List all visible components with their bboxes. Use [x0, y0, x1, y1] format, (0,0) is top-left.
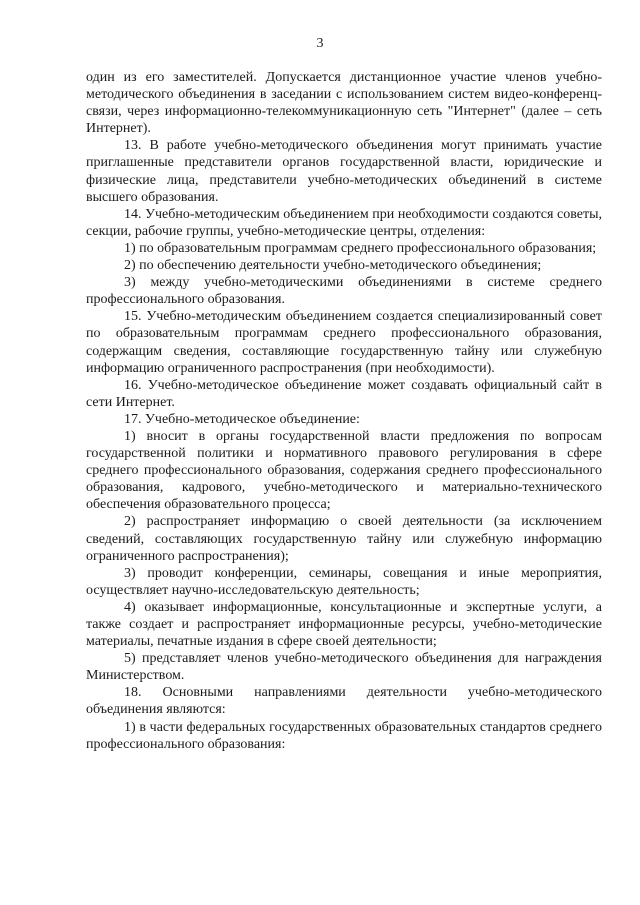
- page-number: 3: [316, 36, 324, 51]
- paragraph-subitem-18-1: 1) в части федеральных государственных образовательных стандартов среднего профессионального образования:: [86, 719, 602, 752]
- paragraph-subitem-14-2: 2) по обеспечению деятельности учебно-методического объединения;: [124, 258, 542, 274]
- paragraph-subitem-14-1: 1) по образовательным программам среднего профессионального образования;: [124, 240, 597, 256]
- paragraph-subitem-17-3: 3) проводит конференции, семинары, совещания и иные мероприятия, осуществляет научно-исследовательскую деятельность;: [86, 565, 602, 598]
- document-body: [86, 69, 602, 753]
- paragraph-continuation: один из его заместителей. Допускается дистанционное участие членов учебно-методического объединения в заседании с использованием систем видео-конференц-связи, через информационно-телекоммуникационную сеть "Интернет" (далее – сеть Интернет).: [86, 70, 602, 137]
- paragraph-item-14: 14. Учебно-методическим объединением при необходимости создаются советы, секции, рабочие группы, учебно-методические центры, отделения:: [86, 206, 602, 239]
- paragraph-subitem-14-3: 3) между учебно-методическими объединениями в системе среднего профессионального образования.: [86, 275, 602, 308]
- paragraph-subitem-17-4: 4) оказывает информационные, консультационные и экспертные услуги, а также создает и распространяет информационные ресурсы, учебно-методические материалы, печатные издания в сфере своей деятельности;: [86, 599, 602, 650]
- paragraph-item-18: 18. Основными направлениями деятельности учебно-методического объединения являются:: [86, 685, 602, 718]
- paragraph-item-16: 16. Учебно-методическое объединение может создавать официальный сайт в сети Интернет.: [86, 377, 602, 410]
- paragraph-subitem-17-5: 5) представляет членов учебно-методического объединения для награждения Министерством.: [86, 651, 602, 684]
- paragraph-item-13: 13. В работе учебно-методического объединения могут принимать участие приглашенные представители органов государственной власти, юридические и физические лица, представители учебно-методических объединений в системе высшего образования.: [86, 138, 602, 205]
- paragraph-item-15: 15. Учебно-методическим объединением создается специализированный совет по образовательным программам среднего профессионального образования, содержащим сведения, составляющие государственную тайну или служебную информацию ограниченного распространения (при необходимости).: [86, 309, 602, 376]
- paragraph-subitem-17-1: 1) вносит в органы государственной власти предложения по вопросам государственной политики и нормативного правового регулирования в сфере среднего профессионального образования, содержания среднего профессионального образования, кадрового, учебно-методического и материально-технического обеспечения образовательного процесса;: [86, 428, 602, 513]
- paragraph-item-17: 17. Учебно-методическое объединение:: [124, 411, 360, 427]
- paragraph-subitem-17-2: 2) распространяет информацию о своей деятельности (за исключением сведений, составляющих государственную тайну или служебную информацию ограниченного распространения);: [86, 514, 602, 564]
